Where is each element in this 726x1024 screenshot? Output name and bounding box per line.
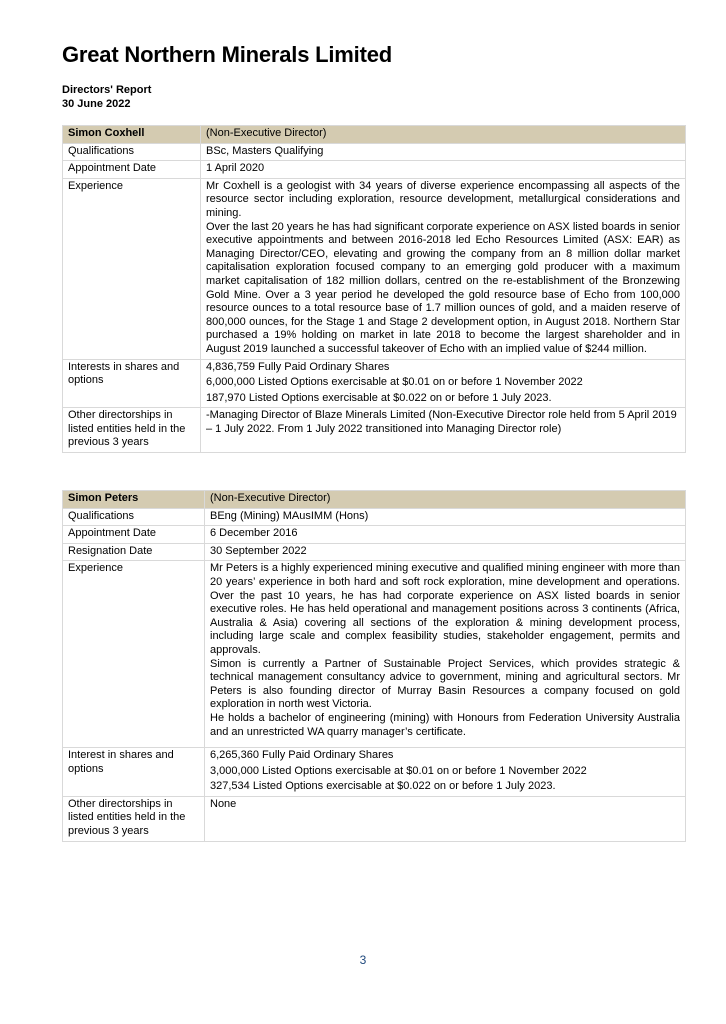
- experience-paragraph: Simon is currently a Partner of Sustainable Project Services, which provides strategic & technical management consultancy advice to government, mining and agricultural sectors. Mr Peters is also founding director of Murray Basin Resources a company focused on gold exploration in north west Victoria.: [210, 657, 680, 711]
- director-table-peters: [62, 490, 686, 842]
- qualifications-row: [63, 143, 686, 161]
- director-header-row: [63, 126, 686, 144]
- other-directorships-row: [63, 796, 686, 841]
- experience-label: Experience: [63, 561, 205, 748]
- qualifications-row: [63, 508, 686, 526]
- report-subtitle: [62, 83, 151, 111]
- experience-paragraph: Mr Coxhell is a geologist with 34 years of diverse experience encompassing all aspects of the resource sector including exploration, resource development, metallurgical considerations and mining.: [206, 179, 680, 219]
- resignation-value: 30 September 2022: [205, 543, 686, 561]
- other-directorships-value: None: [205, 796, 686, 841]
- director-name: Simon Coxhell: [63, 126, 201, 144]
- qualifications-label: Qualifications: [63, 508, 205, 526]
- qualifications-value: BSc, Masters Qualifying: [201, 143, 686, 161]
- experience-value: [201, 178, 686, 359]
- director-header-row: [63, 491, 686, 509]
- interest-line: 4,836,759 Fully Paid Ordinary Shares: [206, 360, 390, 373]
- report-name: Directors' Report: [62, 84, 152, 96]
- qualifications-label: Qualifications: [63, 143, 201, 161]
- director-name: Simon Peters: [63, 491, 205, 509]
- experience-row: [63, 178, 686, 359]
- interests-label: Interest in shares and options: [63, 748, 205, 797]
- other-directorships-row: [63, 408, 686, 453]
- appointment-value: 1 April 2020: [201, 161, 686, 179]
- report-date: 30 June 2022: [62, 98, 131, 110]
- experience-label: Experience: [63, 178, 201, 359]
- experience-value: [205, 561, 686, 748]
- interest-line: 3,000,000 Listed Options exercisable at $0.01 on or before 1 November 2022: [210, 764, 587, 777]
- appointment-row: [63, 161, 686, 179]
- interest-line: 327,534 Listed Options exercisable at $0.022 on or before 1 July 2023.: [210, 780, 556, 793]
- company-title: Great Northern Minerals Limited: [62, 42, 392, 67]
- other-directorships-value: -Managing Director of Blaze Minerals Limited (Non-Executive Director role held from 5 April 2019 – 1 July 2022. From 1 July 2022 transitioned into Managing Director role): [201, 408, 686, 453]
- qualifications-value: BEng (Mining) MAusIMM (Hons): [205, 508, 686, 526]
- interest-line: 6,000,000 Listed Options exercisable at $0.01 on or before 1 November 2022: [206, 376, 583, 389]
- other-directorships-label: Other directorships in listed entities held in the previous 3 years: [63, 796, 205, 841]
- other-directorships-label: Other directorships in listed entities held in the previous 3 years: [63, 408, 201, 453]
- director-role: (Non-Executive Director): [205, 491, 686, 509]
- resignation-row: [63, 543, 686, 561]
- appointment-label: Appointment Date: [63, 161, 201, 179]
- interests-row: [63, 748, 686, 797]
- appointment-value: 6 December 2016: [205, 526, 686, 544]
- appointment-row: [63, 526, 686, 544]
- interest-line: 187,970 Listed Options exercisable at $0.022 on or before 1 July 2023.: [206, 391, 552, 404]
- interests-value: [205, 748, 686, 797]
- director-table-coxhell: [62, 125, 686, 453]
- experience-paragraph: Mr Peters is a highly experienced mining executive and qualified mining engineer with more than 20 years’ experience in both hard and soft rock exploration, mine development and operations. Over the past 10 years, he has had corporate experience on ASX listed boards in senior executive roles. He has held operational and management positions across 3 continents (Africa, Australia & Asia) covering all sections of the exploration & mining development process, including large scale and complex feasibility studies, stakeholder engagement, permits and approvals.: [210, 562, 680, 656]
- director-role: (Non-Executive Director): [201, 126, 686, 144]
- resignation-label: Resignation Date: [63, 543, 205, 561]
- interest-line: 6,265,360 Fully Paid Ordinary Shares: [210, 749, 394, 762]
- page-number: 3: [359, 953, 367, 967]
- experience-row: [63, 561, 686, 748]
- interests-row: [63, 359, 686, 408]
- interests-label: Interests in shares and options: [63, 359, 201, 408]
- interests-value: [201, 359, 686, 408]
- experience-paragraph: Over the last 20 years he has had significant corporate experience on ASX listed boards in senior executive appointments and between 2016-2018 led Echo Resources Limited (ASX: EAR) as Managing Director/CEO, elevating and growing the company from an 8 million dollar market capitalisation exploration focused company to an emerging gold producer with a maximum market capitalisation of 182 million dollars, centred on the re-establishment of the Bronzewing Gold Mine. Over a 3 year period he developed the gold resource base of Echo from 100,000 resource ounces to a total resource base of 1.7 million ounces of gold, and a maiden reserve of 800,000 ounces, for the Stage 1 and Stage 2 development option, in August 2018. Northern Star purchased a 19% holding on market in late 2018 to become the largest shareholder and in August 2019 launched a successful takeover of Echo with an implied value of $244 million.: [206, 220, 680, 355]
- experience-paragraph: He holds a bachelor of engineering (mining) with Honours from Federation University Australia and an unrestricted WA quarry manager’s certificate.: [210, 711, 680, 738]
- appointment-label: Appointment Date: [63, 526, 205, 544]
